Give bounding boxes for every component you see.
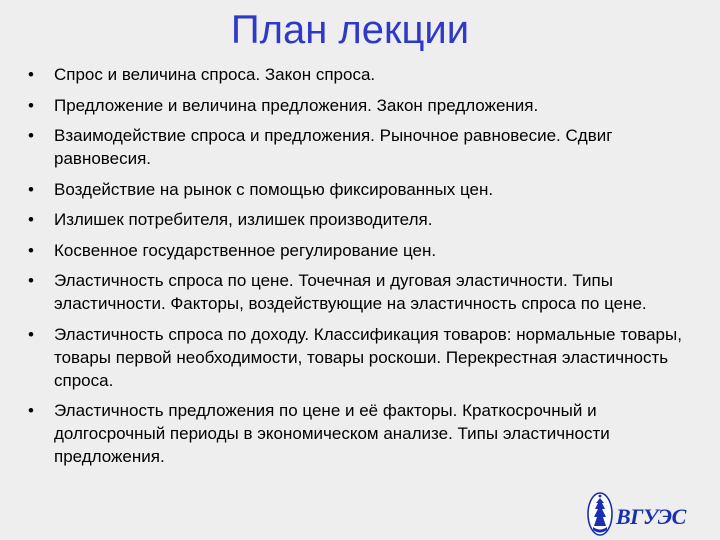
list-item-text: Эластичность спроса по доходу. Классификация товаров: нормальные товары, товары первой необходимости, товары роскоши. Перекрестная эластичность спроса. bbox=[54, 324, 682, 390]
bullet-icon: • bbox=[28, 271, 34, 290]
list-item-text: Косвенное государственное регулирование цен. bbox=[54, 240, 437, 260]
bullet-icon: • bbox=[28, 210, 34, 229]
list-item bbox=[28, 63, 708, 86]
list-item-text: Взаимодействие спроса и предложения. Рыночное равновесие. Сдвиг равновесия. bbox=[54, 126, 613, 168]
list-item bbox=[28, 178, 708, 201]
list-item-text: Предложение и величина предложения. Закон предложения. bbox=[54, 95, 539, 115]
list-item bbox=[28, 124, 708, 170]
list-item-text: Воздействие на рынок с помощью фиксированных цен. bbox=[54, 179, 494, 199]
bullet-icon: • bbox=[28, 179, 34, 199]
list-item bbox=[28, 94, 708, 117]
list-item bbox=[28, 208, 708, 231]
university-emblem-icon bbox=[588, 493, 612, 535]
list-item-text: Эластичность предложения по цене и её факторы. Краткосрочный и долгосрочный периоды в экономическом анализе. Типы эластичности предложения. bbox=[54, 401, 610, 466]
list-item-text: Спрос и величина спроса. Закон спроса. bbox=[54, 65, 376, 84]
list-item-text: Эластичность спроса по цене. Точечная и дуговая эластичности. Типы эластичности. Факторы, воздействующие на эластичность спроса по цене. bbox=[54, 271, 647, 313]
bullet-icon: • bbox=[28, 401, 34, 420]
list-item bbox=[28, 269, 708, 315]
list-item bbox=[28, 323, 708, 392]
university-logo-text: ВГУЭС bbox=[616, 504, 686, 529]
bullet-icon: • bbox=[28, 240, 34, 260]
bullet-icon: • bbox=[28, 65, 34, 84]
university-logo bbox=[586, 490, 696, 538]
lecture-plan-list bbox=[28, 63, 708, 476]
slide-title: План лекции bbox=[230, 8, 470, 52]
bullet-icon: • bbox=[28, 95, 34, 115]
bullet-icon: • bbox=[28, 324, 34, 344]
bullet-icon: • bbox=[28, 126, 34, 145]
list-item bbox=[28, 399, 708, 468]
list-item-text: Излишек потребителя, излишек производителя. bbox=[54, 210, 433, 229]
list-item bbox=[28, 239, 708, 262]
